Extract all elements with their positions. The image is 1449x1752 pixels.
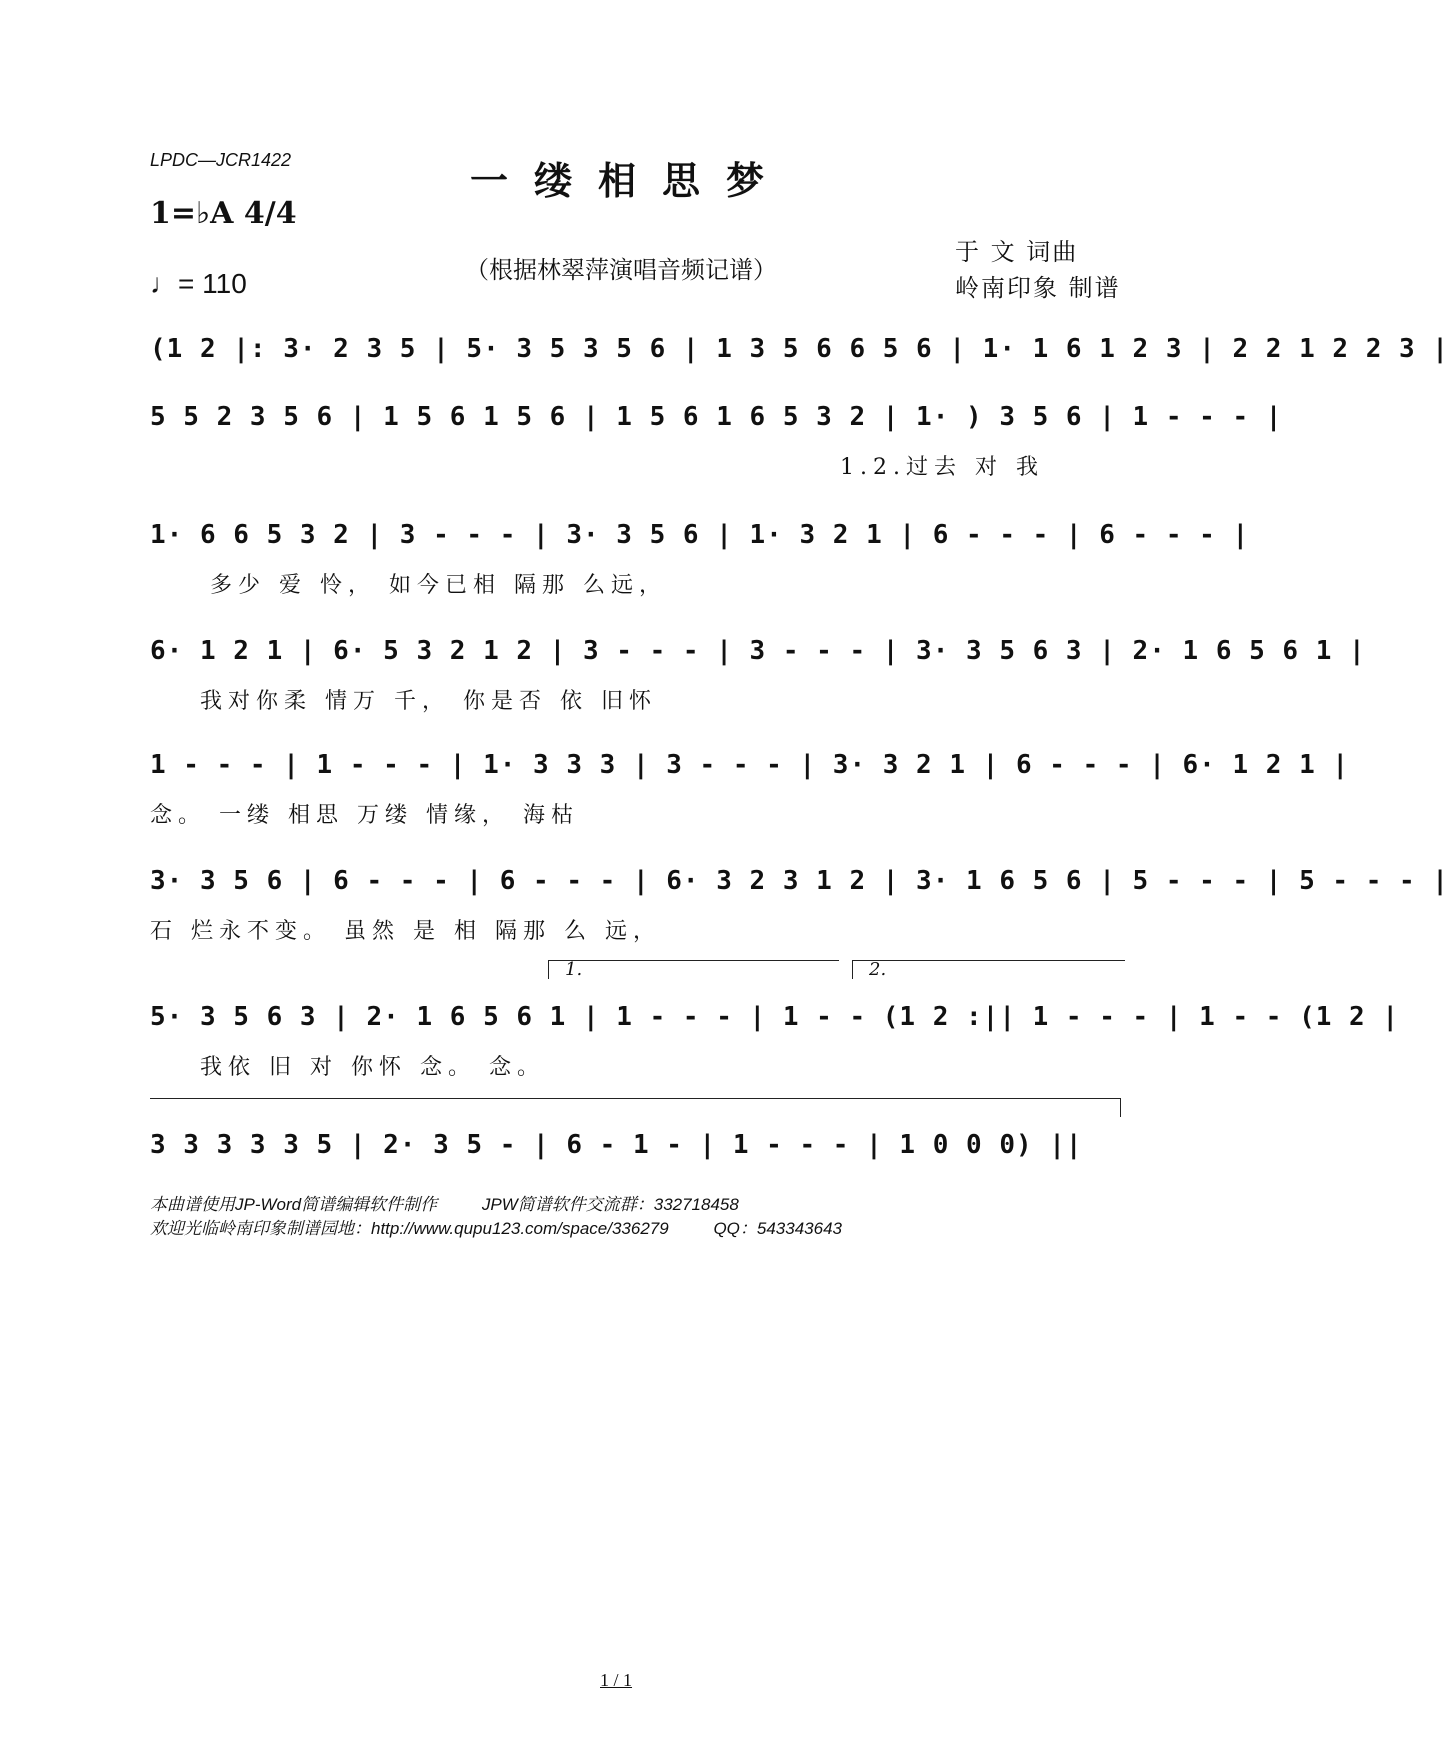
page-number — [600, 1670, 632, 1691]
first-ending-label: 1. — [565, 959, 583, 980]
lyrics-line-6: 石 烂永不变。 虽然 是 相 隔那 么 远， — [150, 919, 661, 944]
score-system-3: 1· 6 6 5 3 2 | 3 - - - | 3· 3 5 6 | 1· 3 2 1 | 6 - - - | 6 - - - | — [150, 520, 1250, 550]
footer-software-text: 本曲谱使用JP-Word简谱编辑软件制作 — [150, 1195, 438, 1214]
footer-qq-group: JPW简谱软件交流群：332718458 — [481, 1195, 739, 1214]
score-system-4: 6· 1 2 1 | 6· 5 3 2 1 2 | 3 - - - | 3 - - - | 3· 3 5 6 3 | 2· 1 6 5 6 1 | — [150, 636, 1366, 666]
page-number-text: 1 / 1 — [600, 1670, 633, 1690]
lyrics-line-4: 我对你柔 情万 千， 你是否 依 旧怀 — [200, 689, 657, 714]
second-ending-label: 2. — [869, 959, 887, 980]
footer-welcome — [150, 1214, 842, 1239]
second-ending-bracket — [852, 960, 1125, 979]
score-system-1: (1 2 |: 3· 2 3 5 | 5· 3 5 3 5 6 | 1 3 5 6 6 5 6 | 1· 1 6 1 2 3 | 2 2 1 2 2 3 | — [150, 334, 1449, 364]
first-ending-bracket — [548, 960, 839, 979]
key-signature: 1=♭A 4/4 — [150, 196, 297, 231]
lyrics-line-2: 1.2.过去 对 我 — [840, 455, 1044, 480]
song-title: 一缕相思梦 — [470, 158, 791, 203]
score-code: LPDC—JCR1422 — [150, 150, 292, 170]
subtitle: （根据林翠萍演唱音频记谱） — [465, 256, 777, 284]
score-system-8: 3 3 3 3 3 5 | 2· 3 5 - | 6 - 1 - | 1 - - - | 1 0 0 0) || — [150, 1130, 1083, 1160]
lyrics-line-3: 多少 爱 怜， 如今已相 隔那 么远， — [210, 573, 667, 598]
score-system-7: 5· 3 5 6 3 | 2· 1 6 5 6 1 | 1 - - - | 1 - - (1 2 :|| 1 - - - | 1 - - (1 2 | — [150, 1002, 1399, 1032]
score-system-6: 3· 3 5 6 | 6 - - - | 6 - - - | 6· 3 2 3 1 2 | 3· 1 6 5 6 | 5 - - - | 5 - - - | — [150, 866, 1449, 896]
score-system-5: 1 - - - | 1 - - - | 1· 3 3 3 | 3 - - - | 3· 3 2 1 | 6 - - - | 6· 1 2 1 | — [150, 750, 1350, 780]
lyricist-composer: 于 文 词曲 — [955, 238, 1079, 266]
score-system-2: 5 5 2 3 5 6 | 1 5 6 1 5 6 | 1 5 6 1 6 5 3 2 | 1· ) 3 5 6 | 1 - - - | — [150, 402, 1283, 432]
footer-welcome-link[interactable]: 欢迎光临岭南印象制谱园地：http://www.qupu123.com/space/336279 — [150, 1219, 669, 1238]
tempo-mark: ♩= 110 — [150, 268, 247, 299]
footer-qq: QQ：543343643 — [713, 1219, 842, 1238]
lyrics-line-7: 我依 旧 对 你怀 念。 念。 — [200, 1055, 545, 1080]
footer-software — [150, 1190, 739, 1215]
slur-line — [150, 1098, 1121, 1117]
lyrics-line-5: 念。 一缕 相思 万缕 情缘， 海枯 — [150, 803, 579, 828]
transcriber: 岭南印象 制谱 — [955, 274, 1121, 302]
